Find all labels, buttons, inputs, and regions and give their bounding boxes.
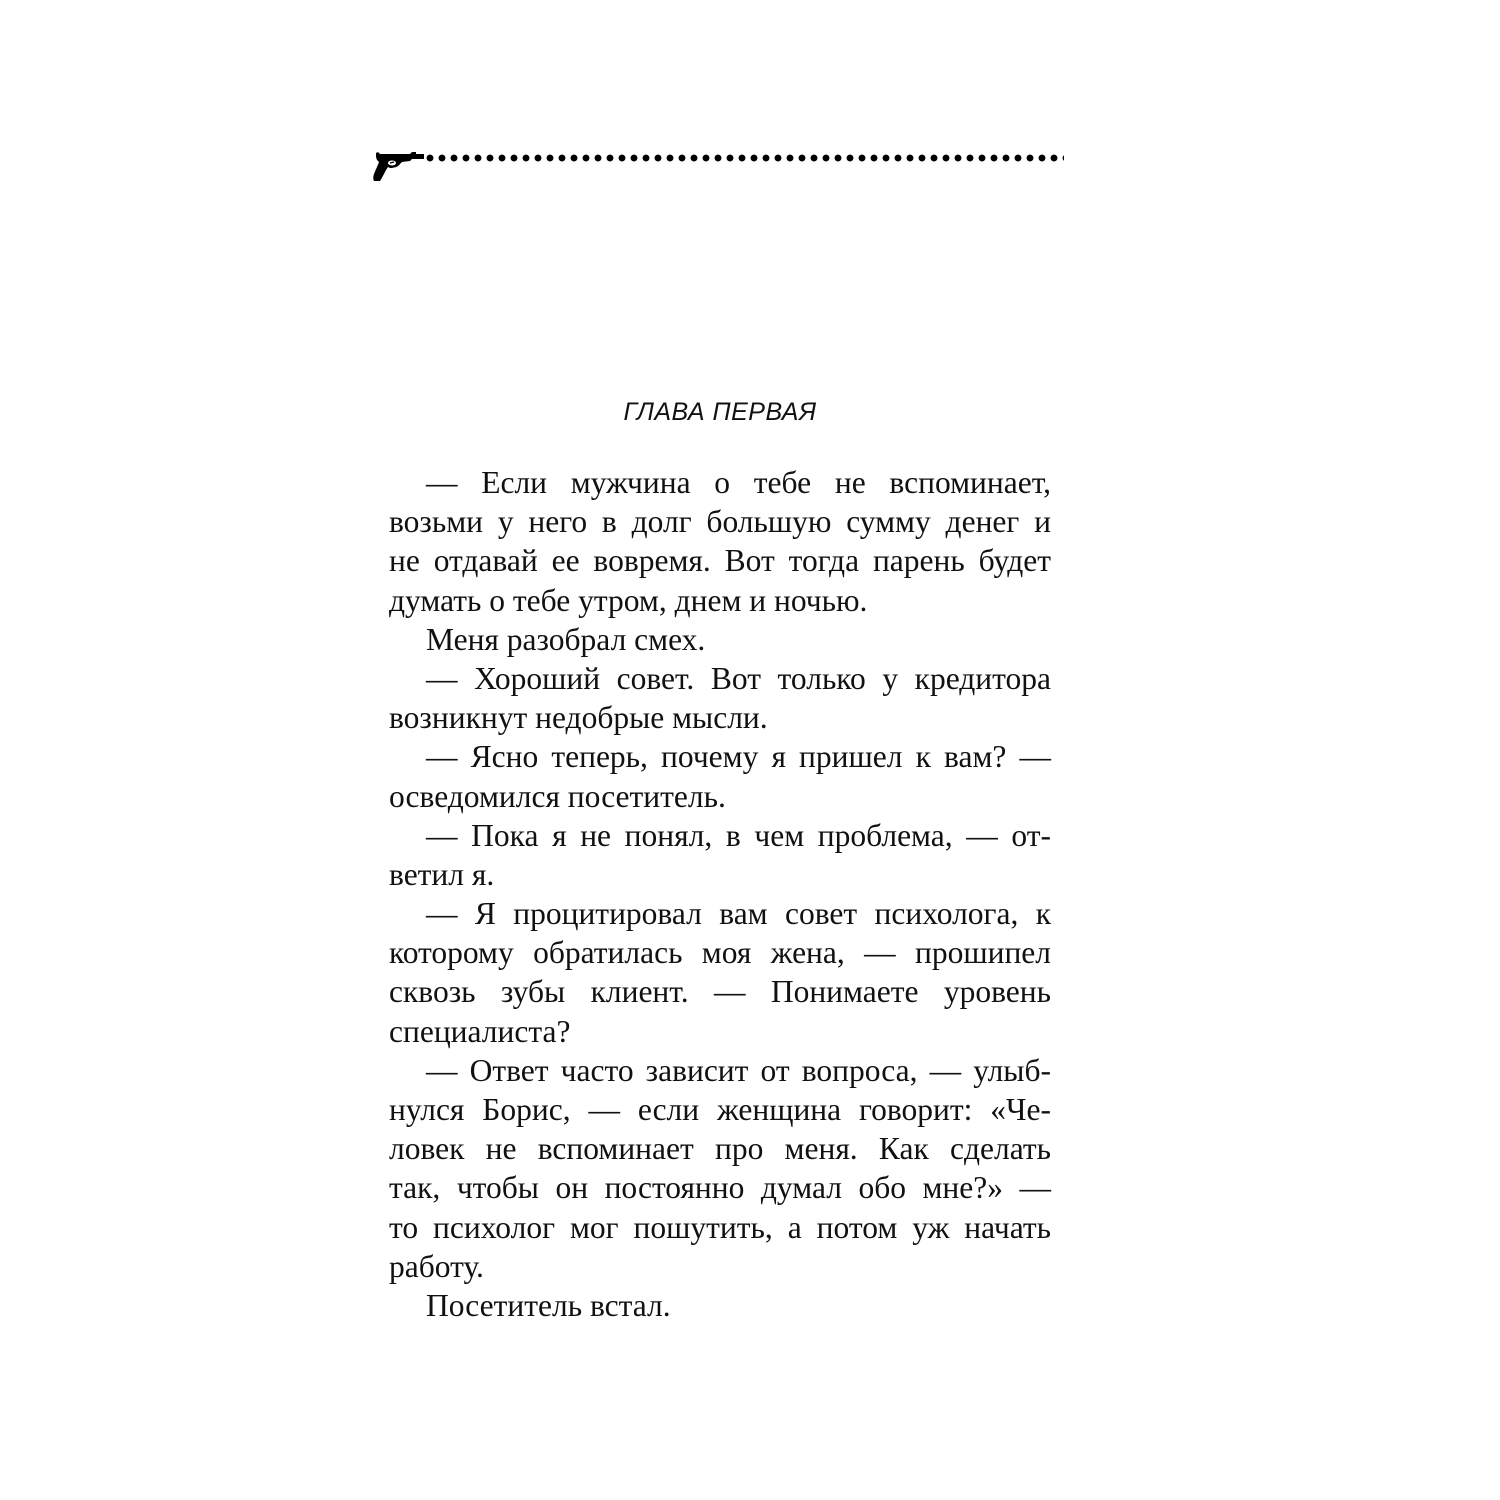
text-line: — Хороший совет. Вот только у кредитора <box>426 660 1051 696</box>
text-line: специалиста? <box>389 1013 571 1049</box>
text-line: Посетитель встал. <box>426 1287 671 1323</box>
text-line: — Ясно теперь, почему я пришел к вам? — <box>426 739 1051 775</box>
text-line: ветил я. <box>389 856 495 892</box>
text-line: возникнут недобрые мысли. <box>389 700 768 736</box>
header-ornament <box>372 150 1067 190</box>
text-line: Меня разобрал смех. <box>426 621 706 657</box>
text-line: то психолог мог пошутить, а потом уж начать <box>389 1209 1051 1245</box>
text-line: ловек не вспоминает про меня. Как сделать <box>389 1131 1051 1167</box>
text-line: — Если мужчина о тебе не вспоминает, <box>426 465 1051 500</box>
text-line: возьми у него в долг большую сумму денег и <box>389 504 1051 540</box>
text-line: — Ответ часто зависит от вопроса, — улыб- <box>426 1052 1051 1088</box>
text-line: осведомился посетитель. <box>389 778 726 814</box>
text-block <box>389 463 1051 1325</box>
text-line: которому обратилась моя жена, — прошипел <box>389 935 1051 971</box>
text-line: так, чтобы он постоянно думал обо мне?» — <box>389 1170 1051 1206</box>
dotted-rule <box>424 154 1064 162</box>
text-line: думать о тебе утром, днем и ночью. <box>389 582 868 618</box>
text-line: — Пока я не понял, в чем проблема, — от- <box>426 817 1051 853</box>
chapter-title: ГЛАВА ПЕРВАЯ <box>623 398 817 426</box>
text-line: — Я процитировал вам совет психолога, к <box>426 896 1051 932</box>
text-line: нулся Борис, — если женщина говорит: «Че- <box>389 1092 1051 1127</box>
revolver-icon <box>372 150 428 186</box>
text-line: не отдавай ее вовремя. Вот тогда парень будет <box>389 543 1051 579</box>
text-line: сквозь зубы клиент. — Понимаете уровень <box>389 974 1051 1010</box>
text-line: работу. <box>389 1248 484 1284</box>
